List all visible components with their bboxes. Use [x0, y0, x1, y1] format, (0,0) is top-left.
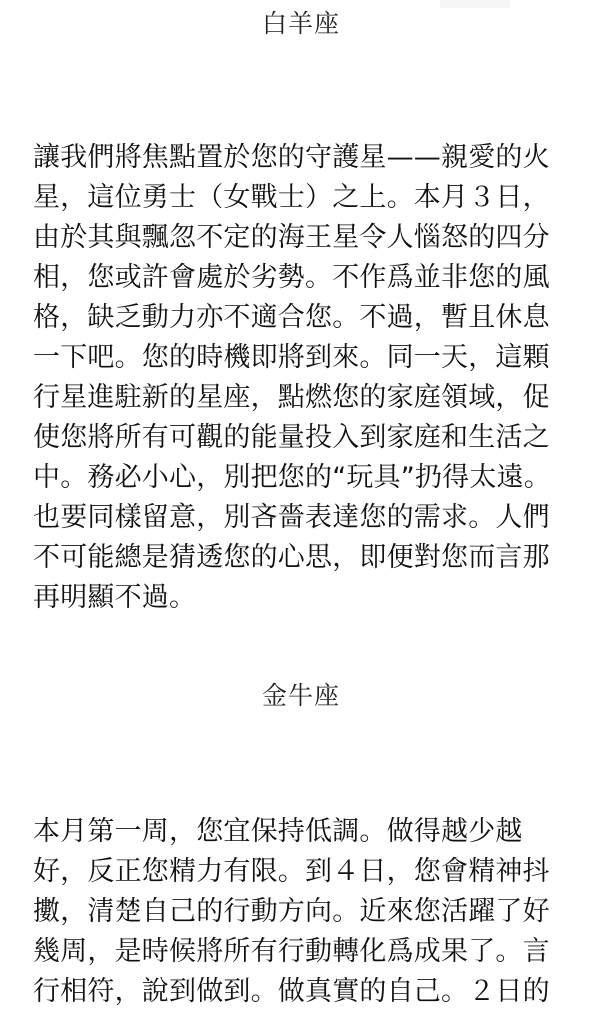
section-title-taurus: 金牛座: [261, 681, 340, 710]
top-shade: [440, 0, 510, 8]
section-text-taurus: 本月第一周，您宜保持低調。做得越少越好，反正您精力有限。到４日，您會精神抖擻，清楚自己的行動方向。近來您活躍了好幾周，是時候將所有行動轉化爲成果了。言行相符，說到做到。做真實的自己。２日的: [33, 816, 550, 1007]
section-text-aries: 讓我們將焦點置於您的守護星——親愛的火星，這位勇士（女戰士）之上。本月３日，由於其與飄忽不定的海王星令人惱怒的四分相，您或許會處於劣勢。不作爲並非您的風格，缺乏動力亦不適合您。不過，暫且休息一下吧。您的時機即將到來。同一天，這顆行星進駐新的星座，點燃您的家庭領域，促使您將所有可觀的能量投入到家庭和生活之中。務必小心，別把您的“玩具”扔得太遠。也要同樣留意，別吝嗇表達您的需求。人們不可能總是猜透您的心思，即便對您而言那再明顯不過。: [33, 142, 551, 613]
section-title-aries: 白羊座: [261, 9, 340, 38]
top-edge: [0, 0, 602, 8]
